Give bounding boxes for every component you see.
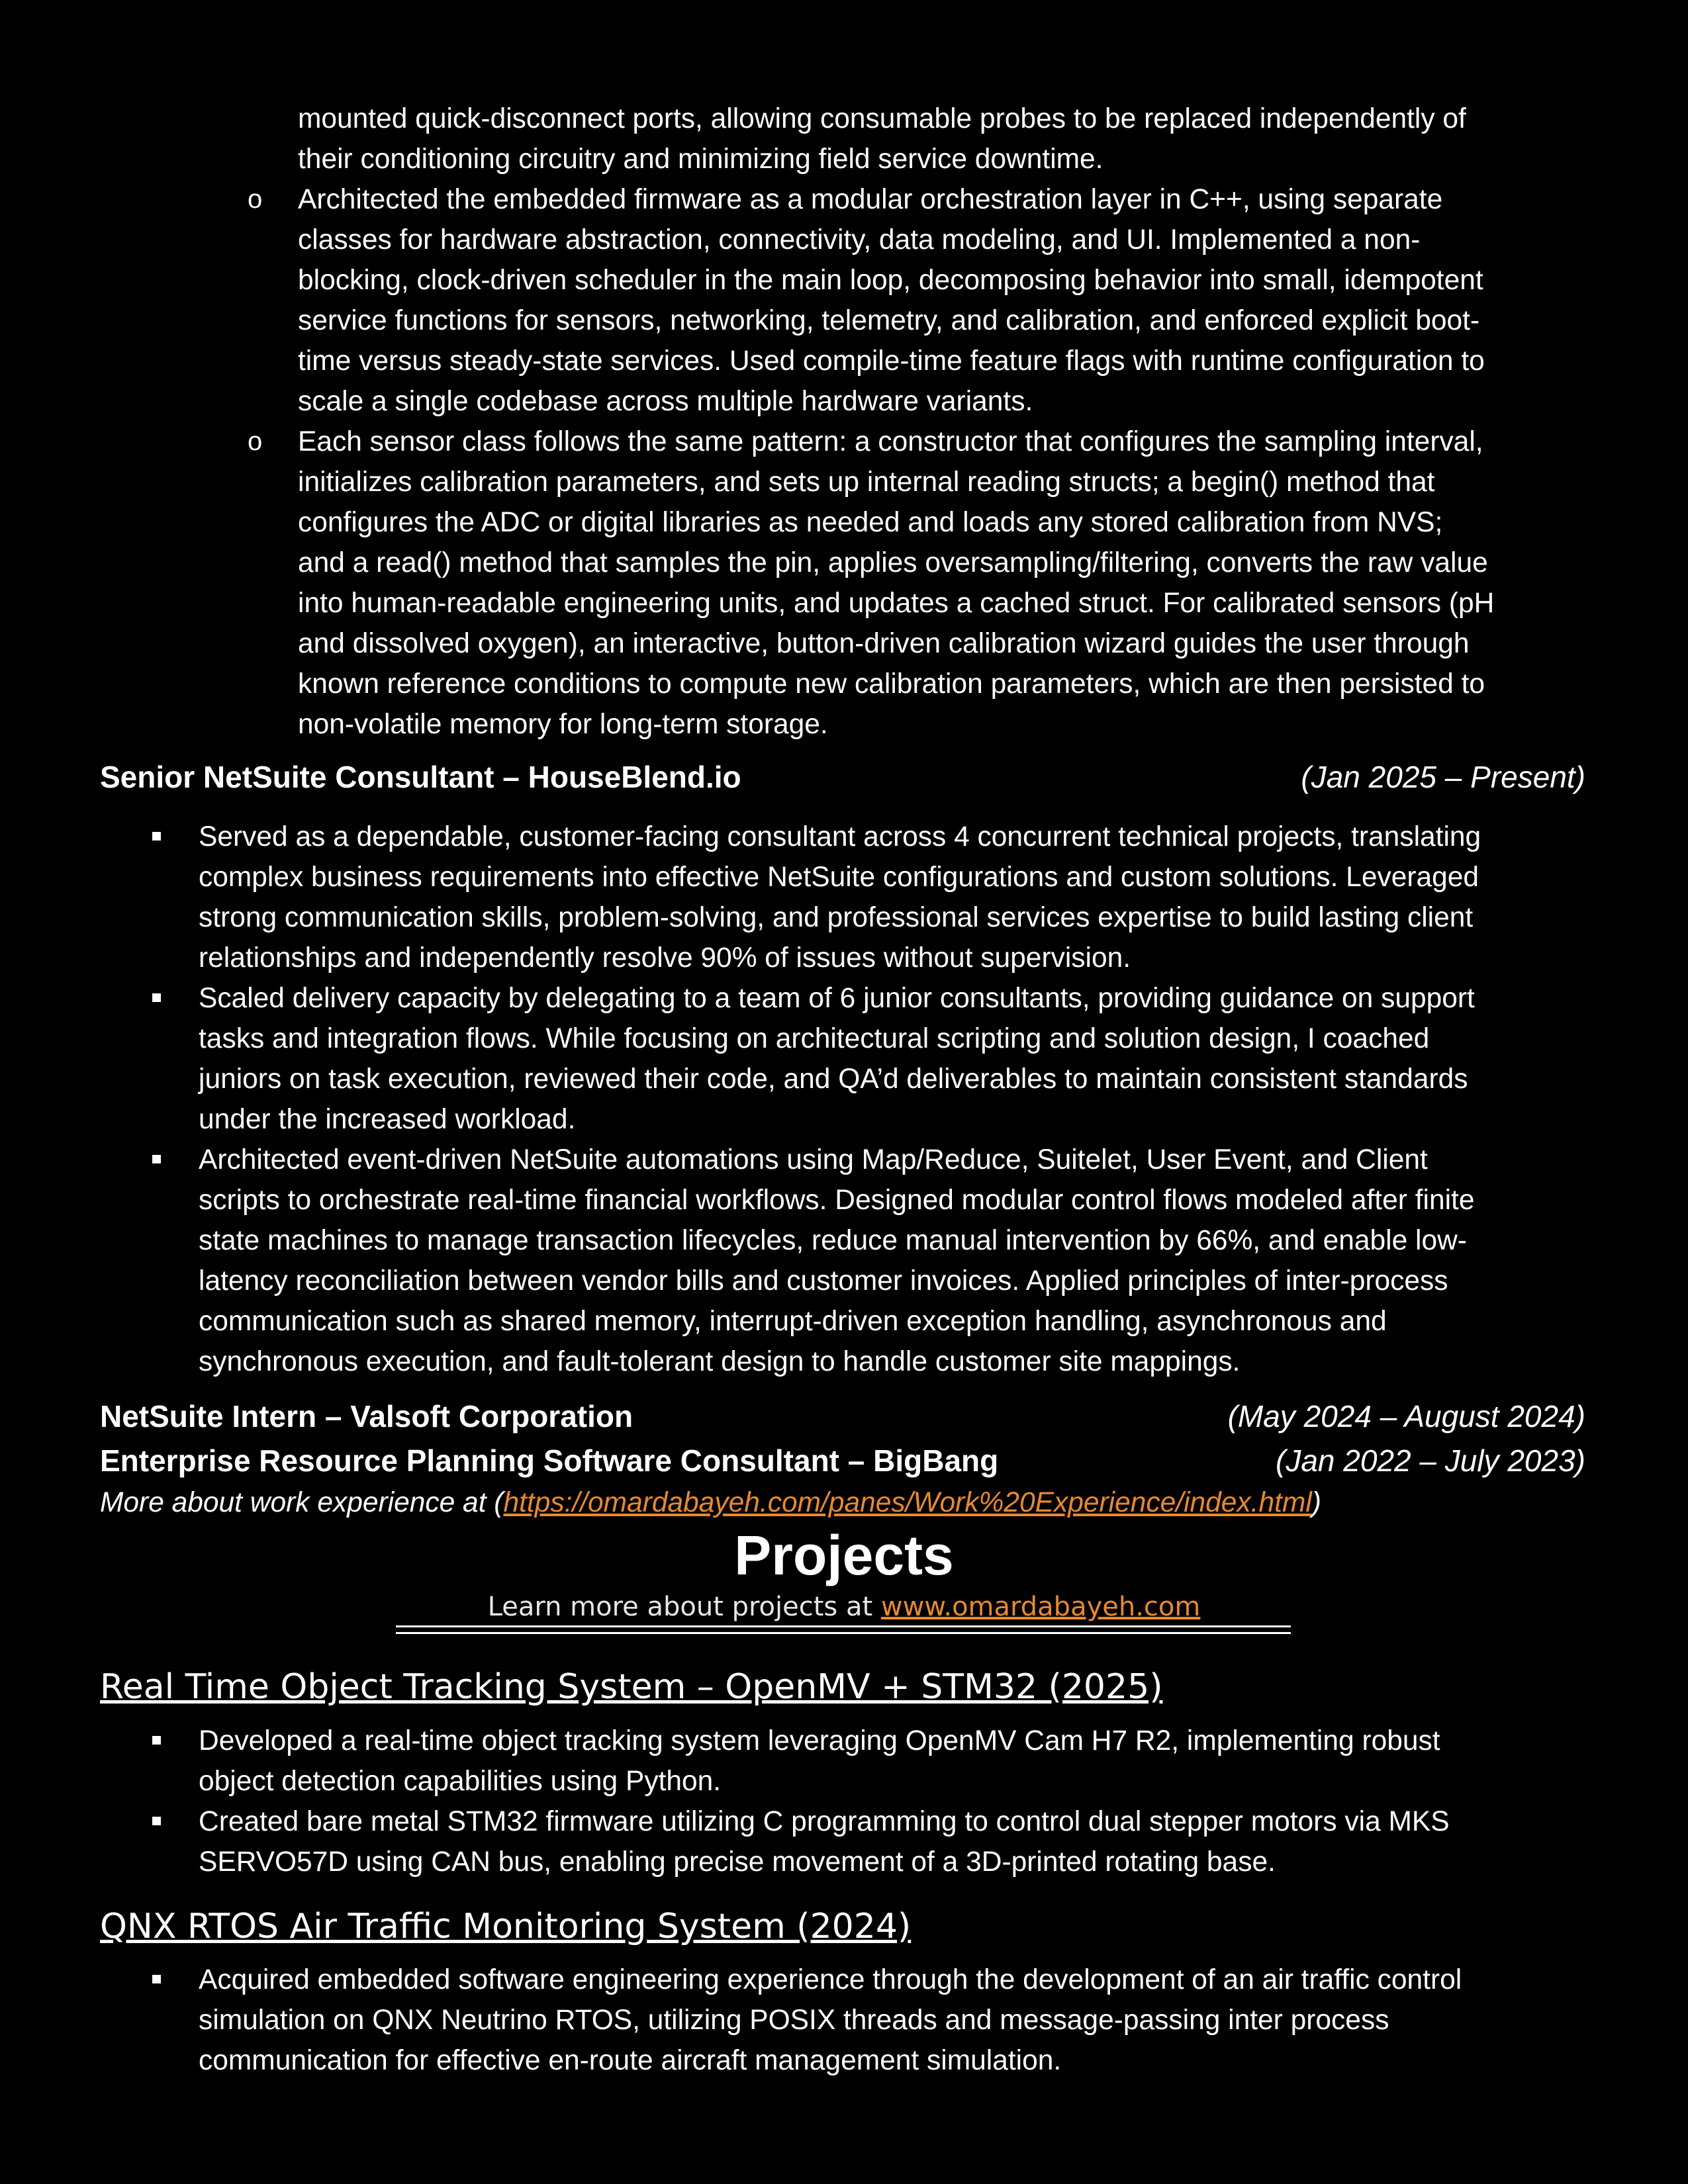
sub-bullet-sensor-class	[248, 422, 1595, 745]
job-header-valsoft	[100, 1395, 1585, 1437]
text-line: and dissolved oxygen), an interactive, button-driven calibration wizard guides the user through	[298, 628, 1470, 659]
text-line: non-volatile memory for long-term storage.	[298, 709, 828, 740]
text-line: known reference conditions to compute new calibration parameters, which are then persisted to	[298, 668, 1485, 700]
website-link[interactable]: www.omardabayeh.com	[880, 1592, 1201, 1622]
projects-subtitle	[0, 1588, 1688, 1625]
more-work-suffix: )	[1311, 1487, 1321, 1518]
text-line: tasks and integration flows. While focusing on architectural scripting and solution design, I coached	[199, 1023, 1430, 1054]
text-line: state machines to manage transaction lifecycles, reduce manual intervention by 66%, and enable low-	[199, 1225, 1467, 1256]
project-title-object-tracking: Real Time Object Tracking System – OpenMV + STM32 (2025)	[100, 1667, 1163, 1707]
text-line: communication such as shared memory, interrupt-driven exception handling, asynchronous and	[199, 1306, 1387, 1337]
text-line: SERVO57D using CAN bus, enabling precise movement of a 3D-printed rotating base.	[199, 1846, 1276, 1878]
job-title: Senior NetSuite Consultant – HouseBlend.io	[100, 760, 741, 794]
text-line: into human-readable engineering units, and updates a cached struct. For calibrated sensors (pH	[298, 588, 1495, 619]
text-line: complex business requirements into effective NetSuite configurations and custom solutions. Leveraged	[199, 862, 1479, 893]
square-bullet-icon	[152, 1736, 161, 1745]
text-line: synchronous execution, and fault-tolerant design to handle customer site mappings.	[199, 1346, 1241, 1377]
project-bullet	[199, 1960, 1585, 2081]
text-line: Architected the embedded firmware as a modular orchestration layer in C++, using separate	[298, 184, 1443, 215]
circle-bullet-icon: o	[248, 427, 263, 456]
square-bullet-icon	[152, 1155, 161, 1163]
text-line: scripts to orchestrate real-time financial workflows. Designed modular control flows modeled after finite	[199, 1185, 1475, 1216]
projects-heading: Projects	[734, 1524, 954, 1586]
square-bullet-icon	[152, 1975, 161, 1983]
circle-bullet-icon: o	[248, 185, 263, 214]
work-experience-link[interactable]: https://omardabayeh.com/panes/Work%20Experience/index.html	[503, 1487, 1312, 1518]
text-line: blocking, clock-driven scheduler in the main loop, decomposing behavior into small, idempotent	[298, 265, 1483, 296]
more-work-prefix: More about work experience at (	[100, 1487, 504, 1518]
text-line: classes for hardware abstraction, connectivity, data modeling, and UI. Implemented a non-	[298, 224, 1421, 255]
text-line: and a read() method that samples the pin, applies oversampling/filtering, converts the raw value	[298, 547, 1488, 578]
sub-bullet-list	[248, 179, 1595, 745]
job-dates: (Jan 2022 – July 2023)	[1276, 1443, 1585, 1478]
text-line: Developed a real-time object tracking system leveraging OpenMV Cam H7 R2, implementing robust	[199, 1725, 1440, 1756]
text-line: configures the ADC or digital libraries as needed and loads any stored calibration from NVS;	[298, 507, 1443, 538]
job-bullet-list	[199, 817, 1585, 1382]
text-line: simulation on QNX Neutrino RTOS, utilizing POSIX threads and message-passing inter process	[199, 2005, 1389, 2036]
job-bullet	[199, 1140, 1585, 1382]
text-line: scale a single codebase across multiple hardware variants.	[298, 386, 1033, 417]
text-line: Scaled delivery capacity by delegating to a team of 6 junior consultants, providing guidance on support	[199, 983, 1475, 1014]
text-line: latency reconciliation between vendor bills and customer invoices. Applied principles of inter-process	[199, 1265, 1448, 1297]
text-line: mounted quick-disconnect ports, allowing consumable probes to be replaced independently of	[298, 103, 1466, 134]
job-bullet	[199, 817, 1585, 978]
square-bullet-icon	[152, 832, 161, 841]
job-dates: (May 2024 – August 2024)	[1227, 1399, 1585, 1433]
text-line: time versus steady-state services. Used compile-time feature flags with runtime configuration to	[298, 345, 1485, 377]
job-header-bigbang	[100, 1439, 1585, 1482]
job-bullet	[199, 978, 1585, 1140]
text-line: Served as a dependable, customer-facing consultant across 4 concurrent technical projects, translating	[199, 821, 1481, 852]
text-line: Created bare metal STM32 firmware utilizing C programming to control dual stepper motors via MKS	[199, 1806, 1450, 1837]
square-bullet-icon	[152, 993, 161, 1002]
job-title: Enterprise Resource Planning Software Consultant – BigBang	[100, 1443, 999, 1478]
text-line: under the increased workload.	[199, 1104, 576, 1135]
job-header-houseblend	[100, 756, 1585, 798]
text-line: juniors on task execution, reviewed their code, and QA’d deliverables to maintain consistent standards	[199, 1064, 1468, 1095]
project-bullet	[199, 1721, 1585, 1801]
text-line: relationships and independently resolve 90% of issues without supervision.	[199, 942, 1131, 974]
job-title: NetSuite Intern – Valsoft Corporation	[100, 1399, 633, 1433]
divider-line	[396, 1632, 1291, 1634]
project-bullet-list	[199, 1721, 1585, 1882]
project-bullet	[199, 1801, 1585, 1882]
text-line: initializes calibration parameters, and sets up internal reading structs; a begin() method that	[298, 467, 1435, 498]
text-line: Acquired embedded software engineering experience through the development of an air traffic control	[199, 1964, 1462, 1995]
continued-paragraph	[298, 99, 1595, 179]
text-line: object detection capabilities using Python.	[199, 1766, 722, 1797]
divider-line	[396, 1625, 1291, 1627]
text-line: their conditioning circuitry and minimizing field service downtime.	[298, 144, 1103, 175]
sub-bullet-firmware	[248, 179, 1595, 422]
job-dates: (Jan 2025 – Present)	[1301, 760, 1585, 794]
more-work-experience	[100, 1482, 1321, 1523]
text-line: Architected event-driven NetSuite automations using Map/Reduce, Suitelet, User Event, and Client	[199, 1144, 1428, 1175]
text-line: Each sensor class follows the same pattern: a constructor that configures the sampling interval,	[298, 426, 1483, 457]
projects-subtitle-prefix: Learn more about projects at	[487, 1592, 881, 1622]
project-title-qnx: QNX RTOS Air Traffic Monitoring System (2024)	[100, 1907, 912, 1946]
project-bullet-list	[199, 1960, 1585, 2081]
text-line: service functions for sensors, networking, telemetry, and calibration, and enforced explicit boot-	[298, 305, 1480, 336]
square-bullet-icon	[152, 1817, 161, 1825]
text-line: communication for effective en-route aircraft management simulation.	[199, 2045, 1062, 2076]
text-line: strong communication skills, problem-solving, and professional services expertise to build lasting client	[199, 902, 1474, 933]
